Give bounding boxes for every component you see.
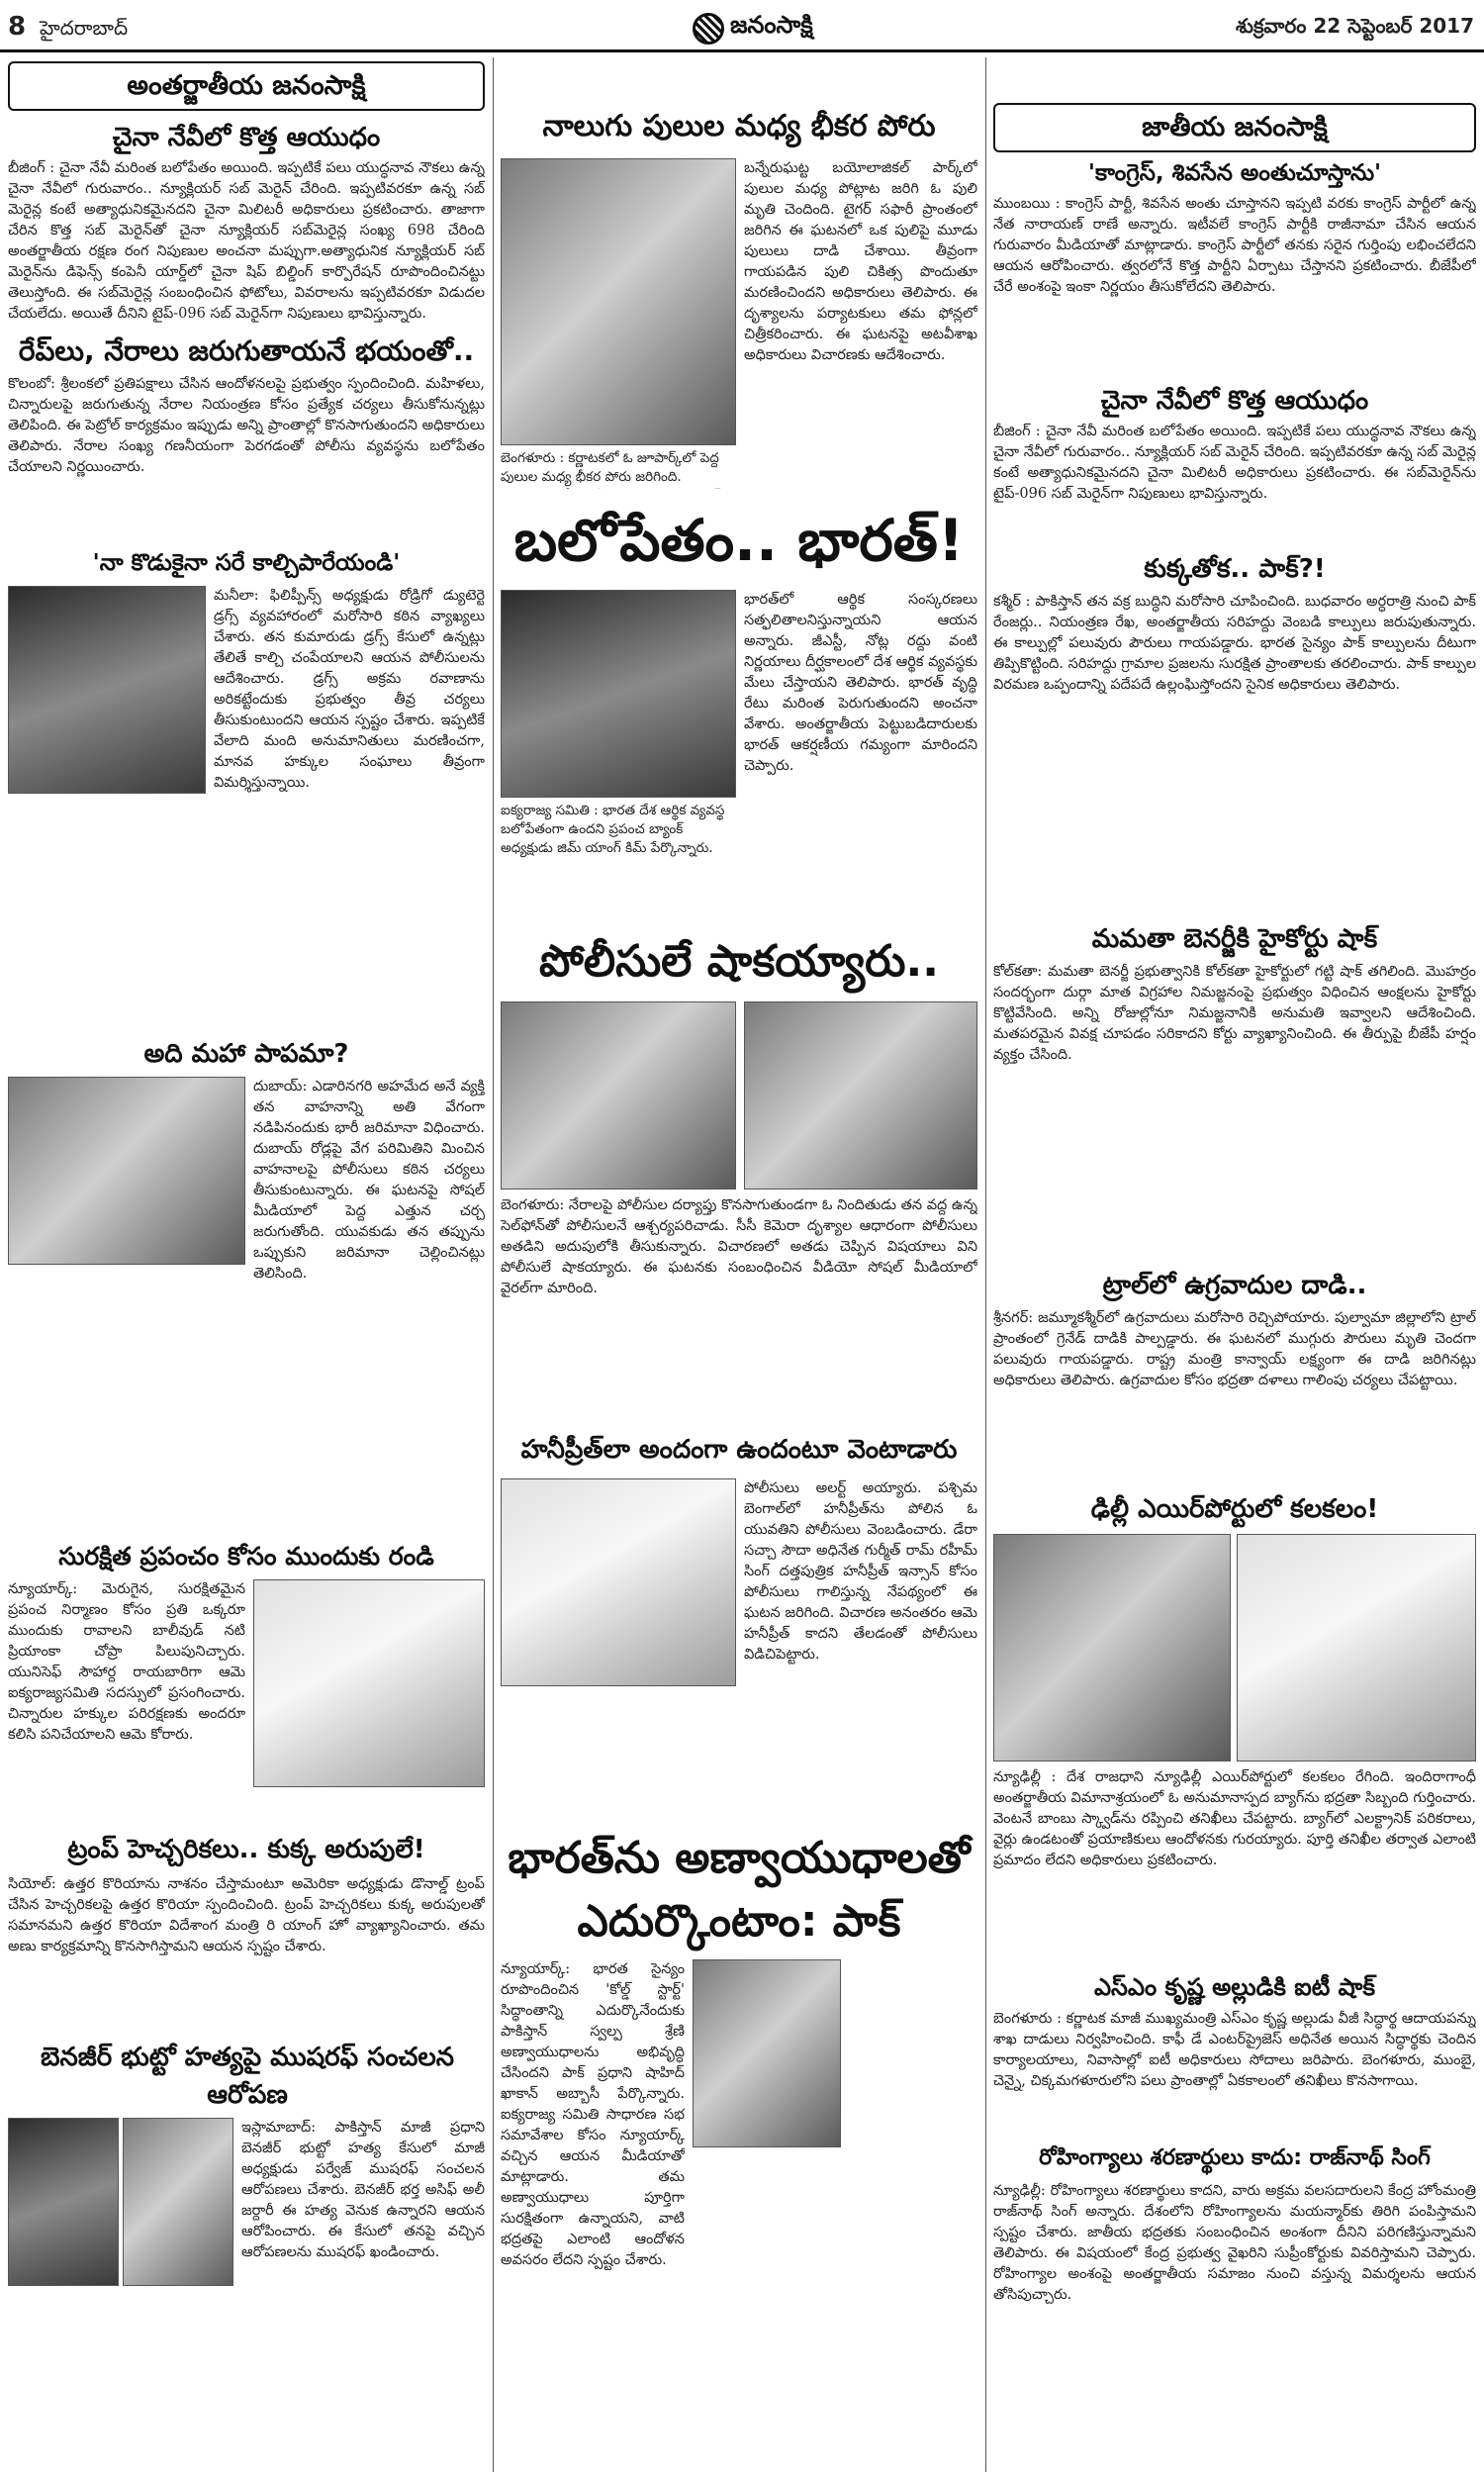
section-title-international: అంతర్జాతీయ జనంసాక్షి: [8, 61, 485, 111]
headline-china-navy-left: చైనా నేవీలో కొత్త ఆయుధం: [112, 123, 381, 152]
photo-priyanka-chopra: [253, 1579, 485, 1787]
column-divider-right: [985, 57, 986, 2472]
article-body-mamata-highcourt: కోల్‌కతా: మమతా బెనర్జీ ప్రభుత్వానికి కోల్‌కతా హైకోర్టులో గట్టి షాక్ తగిలింది. మొహర్రం సందర్భంగా దుర్గా మాత విగ్రహాల నిమజ్జనంపై ప్రభుత్వం విధించిన ఆంక్షలను హైకోర్టు కొట్టివేసింది. అన్ని రోజుల్లోనూ నిమజ్జనానికి అనుమతి ఇవ్వాలని ఆదేశించింది. మతపరమైన వివక్ష చూపడం సరికాదని కోర్టు వ్యాఖ్యానించింది. ఈ తీర్పుపై బీజేపీ హర్షం వ్యక్తం చేసింది.: [993, 964, 1476, 1063]
article-body-congress-shivsena: ముంబయి : కాంగ్రెస్ పార్టీ, శివసేన అంతు చూస్తానని ఇప్పటి వరకు కాంగ్రెస్ పార్టీలో ఉన్న నేత నారాయణ్ రాణే అన్నారు. ఇటీవలే కాంగ్రెస్ పార్టీకి రాజీనామా చేసిన ఆయన గురువారం మీడియాతో మాట్లాడారు. కాంగ్రెస్ పార్టీలో తనకు సరైన గుర్తింపు లభించలేదని ఆయన ఆరోపించారు. త్వరలోనే కొత్త పార్టీని ఏర్పాటు చేస్తానని ప్రకటించారు. బీజేపీలో చేరే అంశంపై ఇంకా నిర్ణయం తీసుకోలేదని తెలిపారు.: [993, 196, 1476, 295]
article-body-benazir: ఇస్లామాబాద్: పాకిస్తాన్ మాజీ ప్రధాని బెనజీర్ భుట్టో హత్య కేసులో మాజీ అధ్యక్షుడు పర్వేజ్ ముషరఫ్ సంచలన ఆరోపణలు చేశారు. బెనజీర్ భర్త అసిఫ్ అలీ జర్దారీ ఈ హత్య వెనుక ఉన్నారని ఆయన ఆరోపించారు. ఈ కేసులో తనపై వచ్చిన ఆరోపణలను ముషరఫ్ ఖండించారు.: [241, 2120, 485, 2260]
logo-icon: [693, 13, 724, 45]
section-title-national: జాతీయ జనంసాక్షి: [993, 103, 1476, 152]
paper-logo: [693, 10, 813, 45]
masthead-rule: [0, 49, 1484, 52]
headline-tigers-fight: నాలుగు పులుల మధ్య భీకర పోరు: [542, 109, 936, 143]
article-body-maha-papama: దుబాయ్: ఎడారినగరి అహమేద అనే వ్యక్తి తన వాహనాన్ని అతి వేగంగా నడిపినందుకు భారీ జరిమానా విధించారు. దుబాయ్ రోడ్లపై వేగ పరిమితిని మించిన వాహనాలపై పోలీసులు కఠిన చర్యలు తీసుకుంటున్నారు. ఈ ఘటనపై సోషల్ మీడియాలో పెద్ద ఎత్తున చర్చ జరుగుతోంది. యువకుడు తన తప్పును ఒప్పుకుని జరిమానా చెల్లించినట్లు తెలిసింది.: [253, 1079, 485, 1282]
headline-delhi-airport: ఢిల్లీ ఎయిర్‌పోర్టులో కలకలం!: [1090, 1494, 1379, 1524]
article-body-china-navy-right: బీజింగ్ : చైనా నేవీ మరింత బలోపేతం అయింది. ఇప్పటికే పలు యుద్ధనావ నౌకలు ఉన్న చైనా నేవీలో గురువారం.. న్యూక్లియర్ సబ్ మెరైన్ చేరింది. ఇప్పటివరకూ ఉన్న సబ్ మెరైన్ల కంటే అత్యాధునికమైనదని చైనా మిలిటరీ అధికారులు ప్రకటించారు. ఈ సబ్‌మెరైన్‌ను టైప్-096 సబ్ మెరైన్‌గా నిపుణులు భావిస్తున్నారు.: [993, 424, 1476, 502]
photo-police-1: [501, 1001, 736, 1190]
photo-musharraf: [8, 2118, 119, 2286]
headline-police-shocked: పోలీసులే షాకయ్యారు..: [539, 936, 939, 987]
headline-trump-warnings: ట్రంప్ హెచ్చరికలు.. కుక్క అరుపులే!: [67, 1835, 425, 1864]
headline-rapes-crimes: రేప్‌లు, నేరాలు జరుగుతాయనే భయంతో..: [18, 334, 475, 367]
headline-rohingya: రోహింగ్యాలు శరణార్థులు కాదు: రాజ్‌నాథ్ సింగ్: [1039, 2145, 1431, 2170]
article-body-tigers: బన్నేరుఘట్ట బయోలాజికల్ పార్క్‌లో పులుల మధ్య పోట్లాట జరిగి ఓ పులి మృతి చెందింది. టైగర్ సఫారీ ప్రాంతంలో జరిగిన ఈ ఘటనలో ఒక పులిపై మూడు పులులు దాడి చేశాయి. తీవ్రంగా గాయపడిన పులి చికిత్స పొందుతూ మరణించిందని అధికారులు తెలిపారు. ఈ దృశ్యాలను పర్యాటకులు తమ ఫోన్లలో చిత్రీకరించారు. ఈ ఘటనపై అటవీశాఖ అధికారులు విచారణకు ఆదేశించారు.: [744, 160, 977, 363]
article-body-delhi-airport: న్యూఢిల్లీ : దేశ రాజధాని న్యూఢిల్లీ ఎయిర్‌పోర్టులో కలకలం రేగింది. ఇందిరాగాంధీ అంతర్జాతీయ విమానాశ్రయంలో ఓ అనుమానాస్పద బ్యాగ్‌ను భద్రతా సిబ్బంది గుర్తించారు. వెంటనే బాంబు స్క్వాడ్‌ను రప్పించి తనిఖీలు చేపట్టారు. బ్యాగ్‌లో ఎలక్ట్రానిక్ పరికరాలు, వైర్లు ఉండటంతో ప్రయాణికులు ఆందోళనకు గురయ్యారు. పూర్తి తనిఖీల తర్వాత ఎలాంటి ప్రమాదం లేదని అధికారులు ప్రకటించారు.: [993, 1769, 1476, 1868]
caption-tigers: బెంగళూరు : కర్ణాటకలో ఓ జూపార్క్‌లో పెద్ద పులుల మధ్య భీకర పోరు జరిగింది.: [501, 450, 719, 485]
article-body-trump-warnings: సియోల్: ఉత్తర కొరియాను నాశనం చేస్తామంటూ అమెరికా అధ్యక్షుడు డొనాల్డ్ ట్రంప్ చేసిన హెచ్చరికలపై ఉత్తర కొరియా స్పందించింది. ట్రంప్ హెచ్చరికలు కుక్క అరుపులతో సమానమని ఉత్తర కొరియా విదేశాంగ మంత్రి రి యాంగ్ హో వ్యాఖ్యానించారు. తమ అణు కార్యక్రమాన్ని కొనసాగిస్తామని ఆయన స్పష్టం చేశారు.: [8, 1876, 485, 1954]
article-body-sm-krishna-it: బెంగళూరు : కర్ణాటక మాజీ ముఖ్యమంత్రి ఎస్‌ఎం కృష్ణ అల్లుడు వీజీ సిద్ధార్థ ఆదాయపన్ను శాఖ దాడులు నిర్వహించింది. కాఫీ డే ఎంటర్‌ప్రైజెస్ అధినేత అయిన సిద్ధార్థకు చెందిన కార్యాలయాలు, నివాసాల్లో ఐటీ అధికారులు సోదాలు జరిపారు. బెంగళూరు, ముంబై, చెన్నై, చిక్కమగళూరులోని పలు ప్రాంతాల్లో ఏకకాలంలో తనిఖీలు కొనసాగాయి.: [993, 2011, 1476, 2089]
photo-honeypreet-lookalike: [501, 1478, 736, 1686]
article-body-strong-india: భారత్‌లో ఆర్థిక సంస్కరణలు సత్ఫలితాలనిస్తున్నాయని ఆయన అన్నారు. జీఎస్టీ, నోట్ల రద్దు వంటి నిర్ణయాలు దీర్ఘకాలంలో దేశ ఆర్థిక వ్యవస్థకు మేలు చేస్తాయని తెలిపారు. భారత్ వృద్ధి రేటు మరింత పెరుగుతుందని అంచనా వేశారు. అంతర్జాతీయ పెట్టుబడిదారులకు భారత్ ఆకర్షణీయ గమ్యంగా మారిందని చెప్పారు.: [744, 592, 977, 774]
headline-strong-india: బలోపేతం.. భారత్!: [513, 507, 965, 574]
headline-mamata-highcourt: మమతా బెనర్జీకి హైకోర్టు షాక్: [1091, 924, 1378, 954]
headline-honeypreet: హనీప్రీత్‌లా అందంగా ఉందంటూ వెంటాడారు: [520, 1435, 958, 1465]
headline-china-navy-right: చైనా నేవీలో కొత్త ఆయుధం: [1100, 386, 1369, 416]
headline-pak-dog-tail: కుక్కతోక.. పాక్?!: [1144, 554, 1326, 584]
paper-name: జనంసాక్షి: [730, 10, 813, 39]
headline-sm-krishna-it: ఎస్‌ఎం కృష్ణ అల్లుడికి ఐటీ షాక్: [1093, 1973, 1376, 2001]
article-body-duterte: మనీలా: ఫిలిప్పీన్స్ అధ్యక్షుడు రోడ్రిగో డ్యుటెర్టె డ్రగ్స్ వ్యవహారంలో మరోసారి కఠిన వ్యాఖ్యలు చేశారు. తన కుమారుడు డ్రగ్స్ కేసులో ఉన్నట్లు తేలితే కాల్చి చంపేయాలని ఆయన పోలీసులను ఆదేశించారు. డ్రగ్స్ అక్రమ రవాణాను అరికట్టేందుకు ప్రభుత్వం తీవ్ర చర్యలు తీసుకుంటుందని ఆయన స్పష్టం చేశారు. ఇప్పటికే వేలాది మంది అనుమానితులు మరణించగా, మానవ హక్కుల సంఘాలు తీవ్రంగా విమర్శిస్తున్నాయి.: [214, 588, 485, 791]
headline-maha-papama: అది మహా పాపమా?: [143, 1039, 349, 1069]
photo-jim-yong-kim: [501, 590, 736, 798]
headline-congress-shivsena: 'కాంగ్రెస్, శివసేన అంతుచూస్తాను': [1087, 160, 1382, 186]
column-divider-left: [493, 57, 494, 2472]
headline-benazir-musharraf: బెనజీర్ భుట్టో హత్యపై ముషరఫ్ సంచలన ఆరోపణ: [40, 2043, 455, 2110]
photo-suspicious-device-2: [1237, 1534, 1476, 1761]
headline-duterte: 'నా కొడుకైనా సరే కాల్చిపారేయండి': [92, 550, 401, 576]
headline-safe-world: సురక్షిత ప్రపంచం కోసం ముందుకు రండి: [58, 1542, 434, 1571]
photo-police-2: [744, 1001, 977, 1190]
article-body-pak-nuclear: న్యూయార్క్: భారత సైన్యం రూపొందించిన 'కోల్డ్ స్టార్ట్' సిద్ధాంతాన్ని ఎదుర్కొనేందుకు పాకిస్తాన్ స్వల్ప శ్రేణి అణ్వాయుధాలను అభివృద్ధి చేసిందని పాక్ ప్రధాని షాహిద్ ఖాకాన్ అబ్బాసీ పేర్కొన్నారు. ఐక్యరాజ్య సమితి సాధారణ సభ సమావేశాల కోసం న్యూయార్క్ వచ్చిన ఆయన మీడియాతో మాట్లాడారు. తమ అణ్వాయుధాలు పూర్తిగా సురక్షితంగా ఉన్నాయని, వాటి భద్రతపై ఎలాంటి ఆందోళన అవసరం లేదని స్పష్టం చేశారు.: [501, 1961, 685, 2268]
page-number: 8: [8, 12, 27, 42]
photo-suspicious-device-1: [993, 1534, 1231, 1761]
photo-zardari: [123, 2118, 233, 2286]
article-body-honeypreet: పోలీసులు అలర్ట్ అయ్యారు. పశ్చిమ బెంగాల్‌లో హనీప్రీత్‌ను పోలిన ఓ యువతిని పోలీసులు వెంబడించారు. డేరా సచ్చా సౌదా అధినేత గుర్మీత్ రామ్ రహీమ్ సింగ్ దత్తపుత్రిక హనీప్రీత్ ఇన్సాన్ కోసం పోలీసులు గాలిస్తున్న నేపథ్యంలో ఈ ఘటన జరిగింది. విచారణ అనంతరం ఆమె హనీప్రీత్ కాదని తేలడంతో పోలీసులు విడిచిపెట్టారు.: [744, 1480, 977, 1663]
photo-duterte: [8, 586, 206, 794]
article-body-pak-dog-tail: కశ్మీర్ : పాకిస్తాన్ తన వక్ర బుద్ధిని మరోసారి చూపించింది. బుధవారం అర్ధరాత్రి నుంచి పాక్ రేంజర్లు.. నియంత్రణ రేఖ, అంతర్జాతీయ సరిహద్దు వెంబడి కాల్పులు జరుపుతున్నారు. ఈ కాల్పుల్లో పలువురు పౌరులు గాయపడ్డారు. భారత సైన్యం పాక్ కాల్పులను దీటుగా తిప్పికొట్టింది. సరిహద్దు గ్రామాల ప్రజలను సురక్షిత ప్రాంతాలకు తరలించారు. పాక్ కాల్పుల విరమణ ఒప్పందాన్ని పదేపదే ఉల్లంఘిస్తోందని సైనిక అధికారులు తెలిపారు.: [993, 594, 1476, 693]
photo-tigers: [501, 158, 736, 445]
headline-pak-nuclear: భారత్‌ను అణ్వాయుధాలతో ఎదుర్కొంటాం: పాక్: [508, 1833, 971, 1947]
article-body-china-navy-left: బీజింగ్ : చైనా నేవీ మరింత బలోపేతం అయింది. ఇప్పటికే పలు యుద్ధనావ నౌకలు ఉన్న చైనా నేవీలో గురువారం.. న్యూక్లియర్ సబ్ మెరైన్ చేరింది. ఇప్పటివరకూ ఉన్న సబ్ మెరైన్ల కంటే అత్యాధునికమైనదని చైనా మిలిటరీ అధికారులు ప్రకటించారు. తాజాగా చేరిన కొత్త సబ్ మెరైన్‌తో చైనా న్యూక్లియర్ సబ్‌మెరైన్ల సంఖ్య 698 చేరింది అంతర్జాతీయ రక్షణ రంగ నిపుణుల అంచనా మప్పుగా.అత్యాధునిక న్యూక్లియర్ సబ్ మెరైన్‌ను డిఫెన్స్ కంపెనీ యార్డ్‌లో చైనా షిప్ బిల్డింగ్ కార్పొరేషన్ రూపొందించినట్టు తెలుస్తోంది. ఈ సబ్‌మెరైన్ల సంబంధించిన ఫోటోలు, వివరాలను ఇప్పటివరకూ విడుదల చేయలేదు. అయితే దీనిని టైప్-096 సబ్ మెరైన్‌గా నిపుణులు భావిస్తున్నారు.: [8, 160, 485, 322]
article-body-rohingya: న్యూఢిల్లీ: రోహింగ్యాలు శరణార్థులు కాదని, వారు అక్రమ వలసదారులని కేంద్ర హోంమంత్రి రాజ్‌నాథ్ సింగ్ అన్నారు. దేశంలోని రోహింగ్యాలను మయన్మార్‌కు తిరిగి పంపిస్తామని స్పష్టం చేశారు. జాతీయ భద్రతకు సంబంధించిన అంశంగా దీనిని పరిగణిస్తున్నామని తెలిపారు. ఈ విషయంలో కేంద్ర ప్రభుత్వ వైఖరిని సుప్రీంకోర్టుకు వివరిస్తామని చెప్పారు. రోహింగ్యాల అంశంపై అంతర్జాతీయ సమాజం నుంచి వస్తున్న విమర్శలను ఆయన తోసిపుచ్చారు.: [993, 2183, 1476, 2303]
city-label: హైదరాబాద్: [40, 16, 129, 40]
article-body-tral-attack: శ్రీనగర్: జమ్మూకశ్మీర్‌లో ఉగ్రవాదులు మరోసారి రెచ్చిపోయారు. పుల్వామా జిల్లాలోని ట్రాల్ ప్రాంతంలో గ్రెనేడ్ దాడికి పాల్పడ్డారు. ఈ ఘటనలో ముగ్గురు పౌరులు మృతి చెందగా పలువురు గాయపడ్డారు. రాష్ట్ర మంత్రి కాన్వాయ్ లక్ష్యంగా ఈ దాడి జరిగినట్లు అధికారులు తెలిపారు. ఉగ్రవాదుల కోసం భద్రతా దళాలు గాలింపు చర్యలు చేపట్టాయి.: [993, 1310, 1476, 1388]
caption-strong-india: ఐక్యరాజ్య సమితి : భారత దేశ ఆర్థిక వ్యవస్థ బలోపేతంగా ఉందని ప్రపంచ బ్యాంక్ అధ్యక్షుడు జిమ్ యాంగ్ కిమ్ పేర్కొన్నారు.: [501, 803, 725, 856]
article-body-safe-world: న్యూయార్క్: మెరుగైన, సురక్షితమైన ప్రపంచ నిర్మాణం కోసం ప్రతి ఒక్కరూ ముందుకు రావాలని బాలీవుడ్ నటి ప్రియాంకా చోప్రా పిలుపునిచ్చారు. యునిసెఫ్ సౌహార్ద రాయబారిగా ఆమె ఐక్యరాజ్యసమితి సదస్సులో ప్రసంగించారు. చిన్నారుల హక్కుల పరిరక్షణకు అందరూ కలిసి పనిచేయాలని ఆమె కోరారు.: [8, 1581, 245, 1743]
article-body-rapes-crimes: కొలంబో: శ్రీలంకలో ప్రతిపక్షాలు చేసిన ఆందోళనలపై ప్రభుత్వం స్పందించింది. మహిళలు, చిన్నారులపై జరుగుతున్న నేరాల నియంత్రణ కోసం ప్రత్యేక చర్యలు తీసుకోనున్నట్లు తెలిపింది. ఈ పెట్రోల్ కార్యక్రమం ఇప్పుడు అన్ని ప్రాంతాల్లో కొనసాగుతుందని అధికారులు తెలిపారు. నేరాల సంఖ్య గణనీయంగా పెరగడంతో పోలీసు వ్యవస్థను బలోపేతం చేయాలని నిర్ణయించారు.: [8, 376, 485, 475]
photo-car-driver: [8, 1077, 245, 1265]
headline-tral-attack: ట్రాల్‌లో ఉగ్రవాదుల దాడి..: [1102, 1271, 1367, 1300]
photo-abbasi: [693, 1959, 841, 2147]
issue-date: శుక్రవారం 22 సెప్టెంబర్ 2017: [1236, 14, 1474, 38]
article-body-police-shocked: బెంగళూరు: నేరాలపై పోలీసుల దర్యాప్తు కొనసాగుతుండగా ఓ నిందితుడు తన వద్ద ఉన్న సెల్‌ఫోన్‌తో పోలీసులనే ఆశ్చర్యపరిచాడు. సీసీ కెమెరా దృశ్యాల ఆధారంగా పోలీసులు అతడిని అదుపులోకి తీసుకున్నారు. విచారణలో అతడు చెప్పిన విషయాలు విని పోలీసులే షాకయ్యారు. ఈ ఘటనకు సంబంధించిన వీడియో సోషల్ మీడియాలో వైరల్‌గా మారింది.: [501, 1197, 977, 1296]
